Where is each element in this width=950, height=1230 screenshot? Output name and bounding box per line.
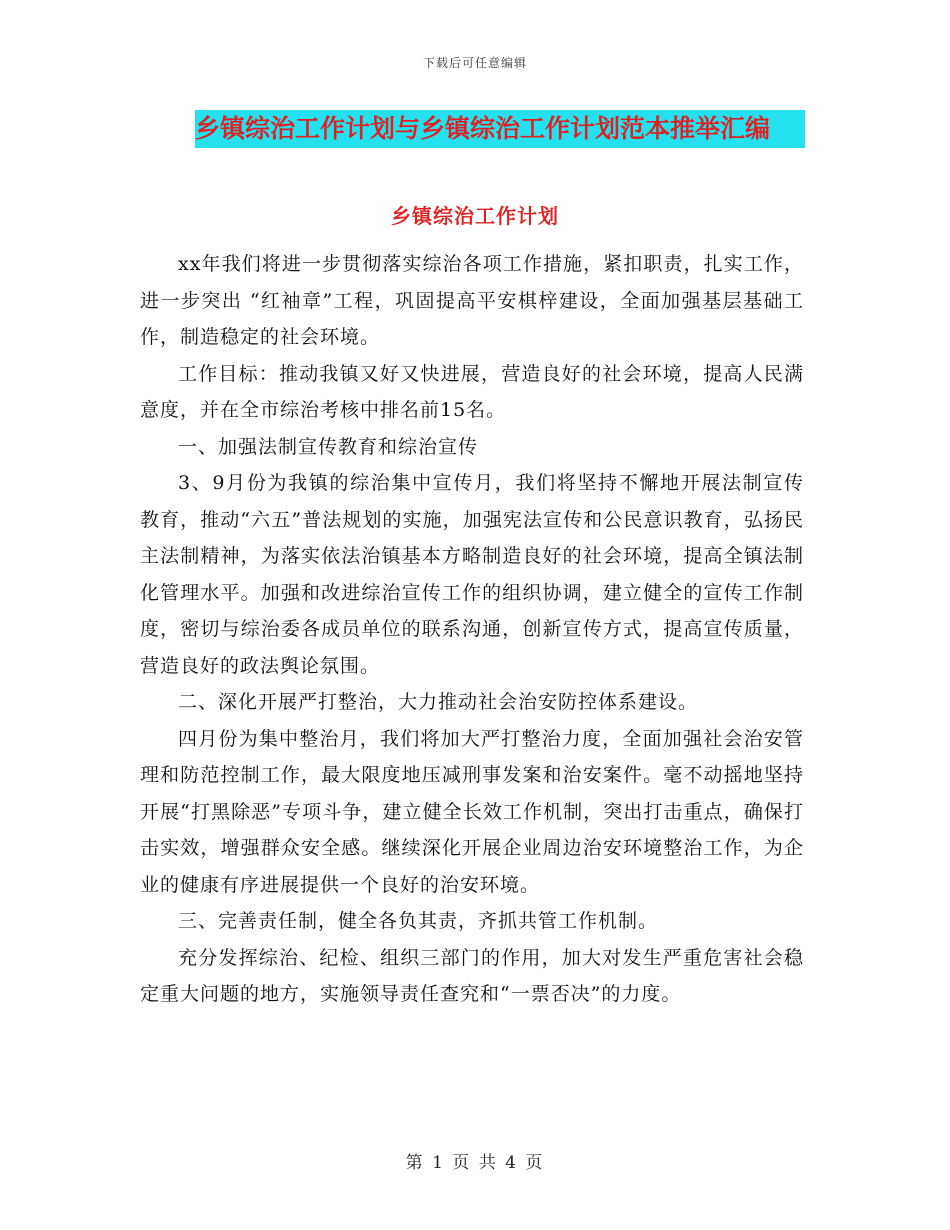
heading-section-1: 一、加强法制宣传教育和综治宣传 bbox=[178, 435, 479, 458]
page-number: 第 1 页 共 4 页 bbox=[405, 1153, 545, 1173]
section-title: 乡镇综治工作计划 bbox=[391, 204, 559, 228]
document-title: 乡镇综治工作计划与乡镇综治工作计划范本推举汇编 bbox=[195, 114, 771, 143]
document-body bbox=[140, 246, 804, 1013]
paragraph-section-2: 四月份为集中整治月，我们将加大严打整治力度，全面加强社会治安管理和防范控制工作，最大限度地压减刑事发案和治安案件。毫不动摇地坚持开展“打黑除恶”专项斗争，建立健全长效工作机制，突出打击重点，确保打击实效，增强群众安全感。继续深化开展企业周边治安环境整治工作，为企业的健康有序进展提供一个良好的治安环境。 bbox=[140, 727, 804, 896]
heading-section-2: 二、深化开展严打整治，大力推动社会治安防控体系建设。 bbox=[178, 691, 699, 713]
header-note: 下载后可任意编辑 bbox=[422, 56, 527, 70]
paragraph-intro: xx年我们将进一步贯彻落实综治各项工作措施，紧扣职责，扎实工作，进一步突出 “红袖章”工程，巩固提高平安棋梓建设，全面加强基层基础工作，制造稳定的社会环境。 bbox=[140, 253, 804, 348]
paragraph-section-3: 充分发挥综治、纪检、组织三部门的作用，加大对发生严重危害社会稳定重大问题的地方，实施领导责任查究和“一票否决”的力度。 bbox=[140, 946, 804, 1005]
heading-section-3: 三、完善责任制，健全各负其责，齐抓共管工作机制。 bbox=[178, 910, 659, 932]
paragraph-goal: 工作目标：推动我镇又好又快进展，营造良好的社会环境，提高人民满意度，并在全市综治考核中排名前15名。 bbox=[140, 362, 804, 421]
paragraph-section-1: 3、9月份为我镇的综治集中宣传月，我们将坚持不懈地开展法制宣传教育，推动“六五”普法规划的实施，加强宪法宣传和公民意识教育，弘扬民主法制精神，为落实依法治镇基本方略制造良好的社会环境，提高全镇法制化管理水平。加强和改进综治宣传工作的组织协调，建立健全的宣传工作制度，密切与综治委各成员单位的联系沟通，创新宣传方式，提高宣传质量，营造良好的政法舆论氛围。 bbox=[140, 472, 804, 677]
